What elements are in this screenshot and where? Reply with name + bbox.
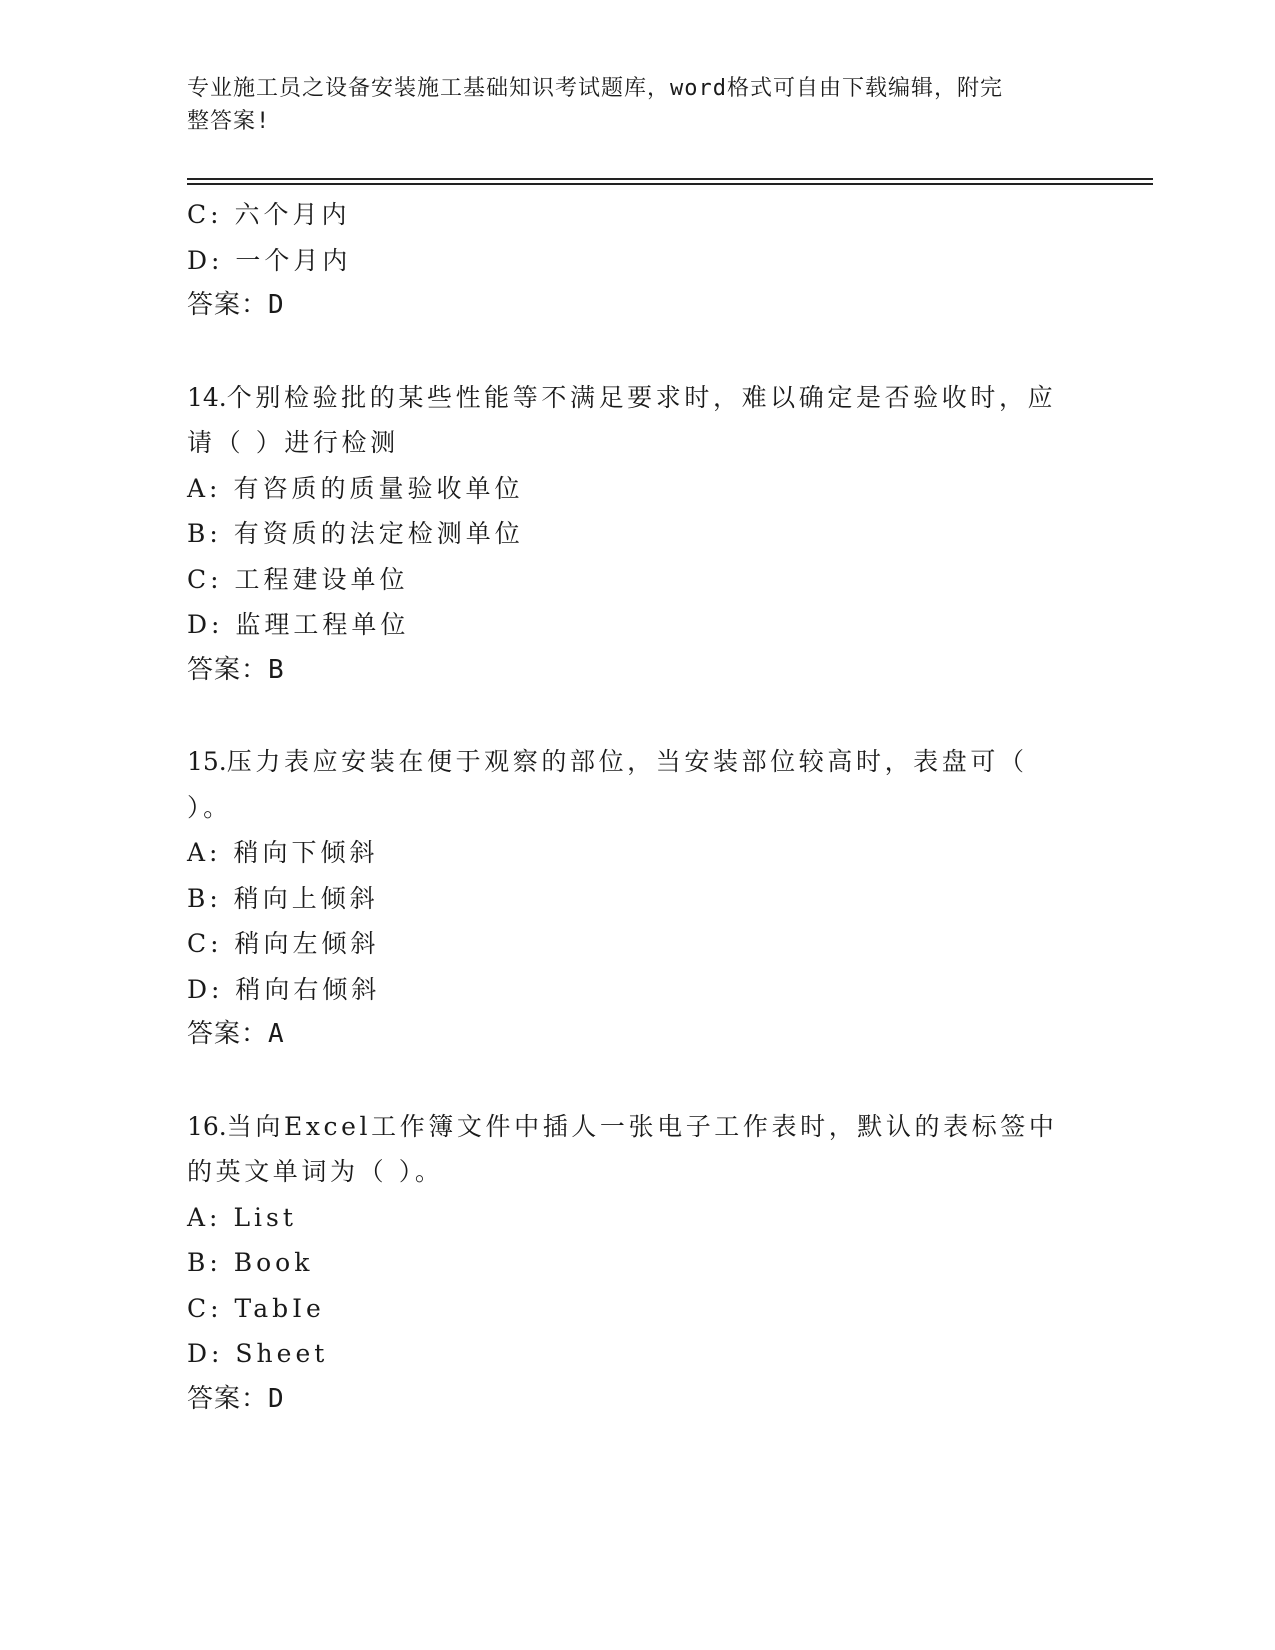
option-text: 有咨质的质量验收单位	[233, 473, 524, 503]
option-text: 稍向上倾斜	[233, 883, 379, 913]
option-b	[187, 876, 1087, 922]
question-text-line-1: 个别检验批的某些性能等不满足要求时，难以确定是否验收时，应	[226, 382, 1057, 412]
option-text: List	[233, 1202, 297, 1232]
option-text: 有资质的法定检测单位	[233, 519, 524, 548]
option-label: C:	[187, 1293, 223, 1323]
option-text: TabIe	[234, 1293, 325, 1323]
answer-line: 答案：B	[187, 654, 285, 685]
option-label: C:	[187, 200, 223, 229]
question-number: 16.	[187, 1111, 227, 1141]
option-text: 一个月内	[235, 245, 352, 275]
option-b	[187, 1240, 1087, 1286]
option-a	[187, 830, 1087, 876]
option-c	[187, 192, 1087, 238]
option-label: B:	[187, 519, 222, 548]
option-a	[187, 1195, 1087, 1241]
option-label: D:	[187, 245, 224, 275]
question-text-line-2: 的英文单词为（ ）。	[187, 1157, 444, 1186]
question-number: 14.	[187, 382, 227, 412]
option-label: A:	[187, 838, 222, 867]
carryover-block	[187, 192, 1087, 329]
option-c	[187, 1286, 1087, 1332]
option-d	[187, 967, 1087, 1013]
question-14	[187, 375, 1087, 694]
option-d	[187, 1331, 1087, 1377]
header-line-1: 专业施工员之设备安装施工基础知识考试题库，word格式可自由下载编辑，附完	[187, 76, 1003, 101]
option-text: 稍向左倾斜	[234, 929, 380, 958]
option-label: D:	[187, 974, 224, 1004]
header-divider-top	[187, 178, 1153, 180]
answer-line: 答案：D	[187, 290, 285, 320]
answer-line: 答案：A	[187, 1019, 285, 1049]
question-15	[187, 739, 1087, 1058]
option-d	[187, 602, 1087, 648]
option-text: 稍向右倾斜	[235, 974, 381, 1004]
option-label: B:	[187, 1248, 222, 1277]
header-divider-bottom	[187, 183, 1153, 185]
question-text-line-1: 当向Excel工作簿文件中插人一张电子工作表时，默认的表标签中	[226, 1111, 1058, 1141]
option-label: A:	[187, 1202, 222, 1232]
option-label: A:	[187, 473, 222, 503]
option-text: 监理工程单位	[235, 610, 410, 639]
option-b	[187, 511, 1087, 557]
option-a	[187, 466, 1087, 512]
document-header	[187, 72, 1067, 138]
question-stem	[187, 1104, 1087, 1195]
question-text-line-2: 请（ ）进行检测	[187, 428, 399, 457]
option-text: 稍向下倾斜	[233, 838, 379, 867]
option-text: Sheet	[235, 1339, 329, 1368]
option-label: C:	[187, 929, 223, 958]
option-d	[187, 238, 1087, 284]
option-text: 六个月内	[234, 200, 351, 229]
question-text-line-2: ）。	[187, 792, 232, 822]
header-line-2: 整答案!	[187, 109, 271, 134]
answer-line: 答案：D	[187, 1383, 285, 1414]
question-stem	[187, 739, 1087, 830]
question-number: 15.	[187, 747, 227, 776]
option-label: D:	[187, 610, 224, 639]
question-16	[187, 1104, 1087, 1423]
option-c	[187, 921, 1087, 967]
option-text: 工程建设单位	[234, 564, 409, 594]
option-label: C:	[187, 564, 223, 594]
option-label: B:	[187, 883, 222, 913]
option-label: D:	[187, 1339, 224, 1368]
option-text: Book	[233, 1248, 314, 1277]
option-c	[187, 557, 1087, 603]
question-text-line-1: 压力表应安装在便于观察的部位，当安装部位较高时，表盘可（	[226, 747, 1028, 776]
exam-content	[187, 192, 1087, 1422]
question-stem	[187, 375, 1087, 466]
